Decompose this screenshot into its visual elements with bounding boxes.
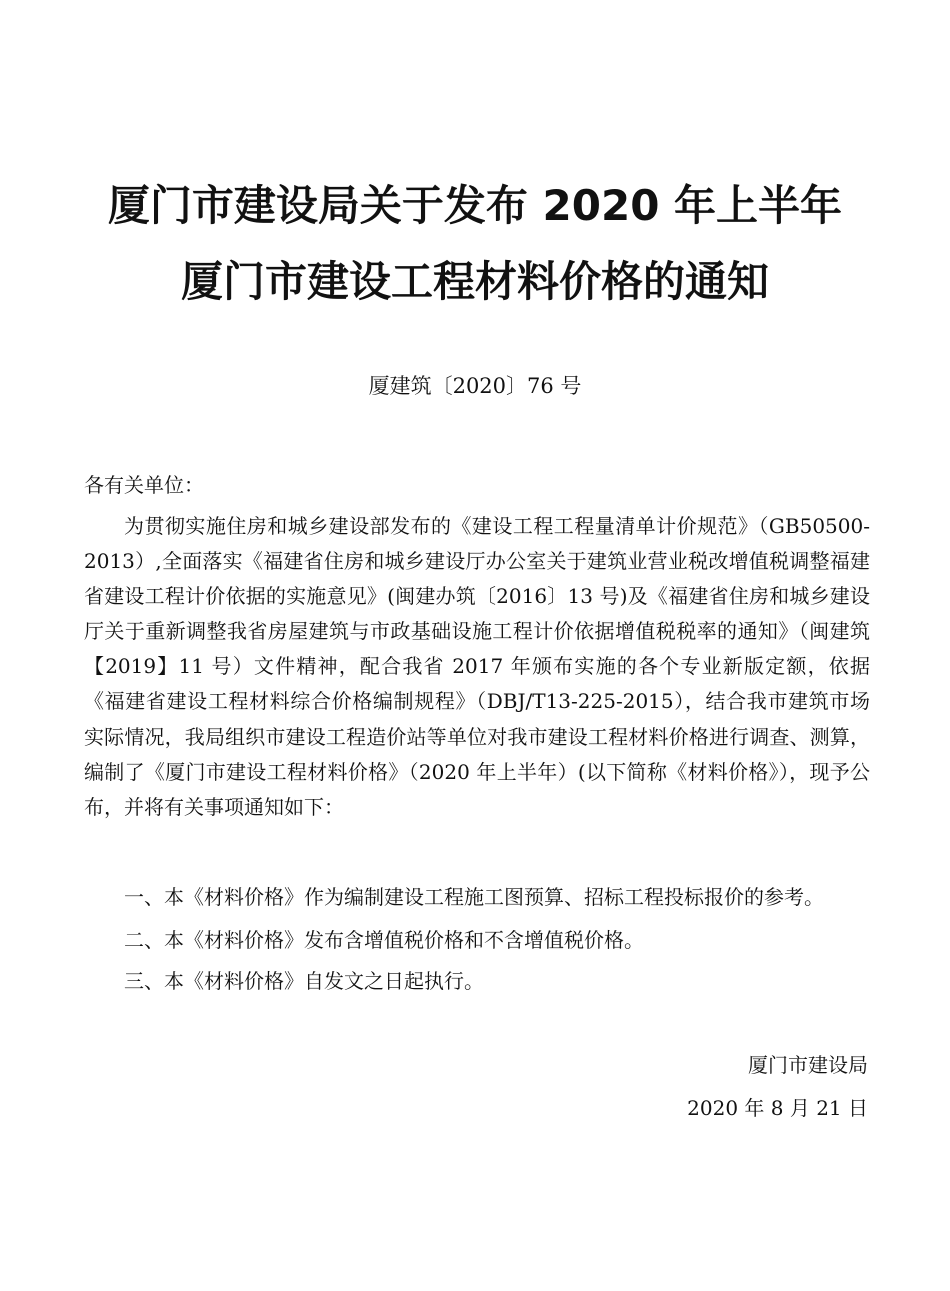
body-paragraph: 为贯彻实施住房和城乡建设部发布的《建设工程工程量清单计价规范》（GB50500-2013）,全面落实《福建省住房和城乡建设厅办公室关于建筑业营业税改增值税调整福建省建设工程计价依据的实施意见》(闽建办筑〔2016〕13 号)及《福建省住房和城乡建设厅关于重新调整我省房屋建筑与市政基础设施工程计价依据增值税税率的通知》（闽建筑【2019】11 号）文件精神，配合我省 2017 年颁布实施的各个专业新版定额，依据《福建省建设工程材料综合价格编制规程》（DBJ/T13-225-2015），结合我市建筑市场实际情况，我局组织市建设工程造价站等单位对我市建设工程材料价格进行调查、测算，编制了《厦门市建设工程材料价格》（2020 年上半年）(以下简称《材料价格》），现予公布，并将有关事项通知如下： [84,514,870,819]
signature-organization: 厦门市建设局 [748,1053,868,1077]
notice-item-1: 一、本《材料价格》作为编制建设工程施工图预算、招标工程投标报价的参考。 [124,885,824,909]
document-title-line-2: 厦门市建设工程材料价格的通知 [180,257,769,306]
notice-item-2: 二、本《材料价格》发布含增值税价格和不含增值税价格。 [124,928,644,952]
signature-date: 2020 年 8 月 21 日 [687,1096,868,1120]
notice-item-3: 三、本《材料价格》自发文之日起执行。 [124,969,484,993]
document-title-line-1: 厦门市建设局关于发布 2020 年上半年 [107,181,843,230]
document-number: 厦建筑〔2020〕76 号 [368,374,582,398]
salutation: 各有关单位： [84,473,204,497]
